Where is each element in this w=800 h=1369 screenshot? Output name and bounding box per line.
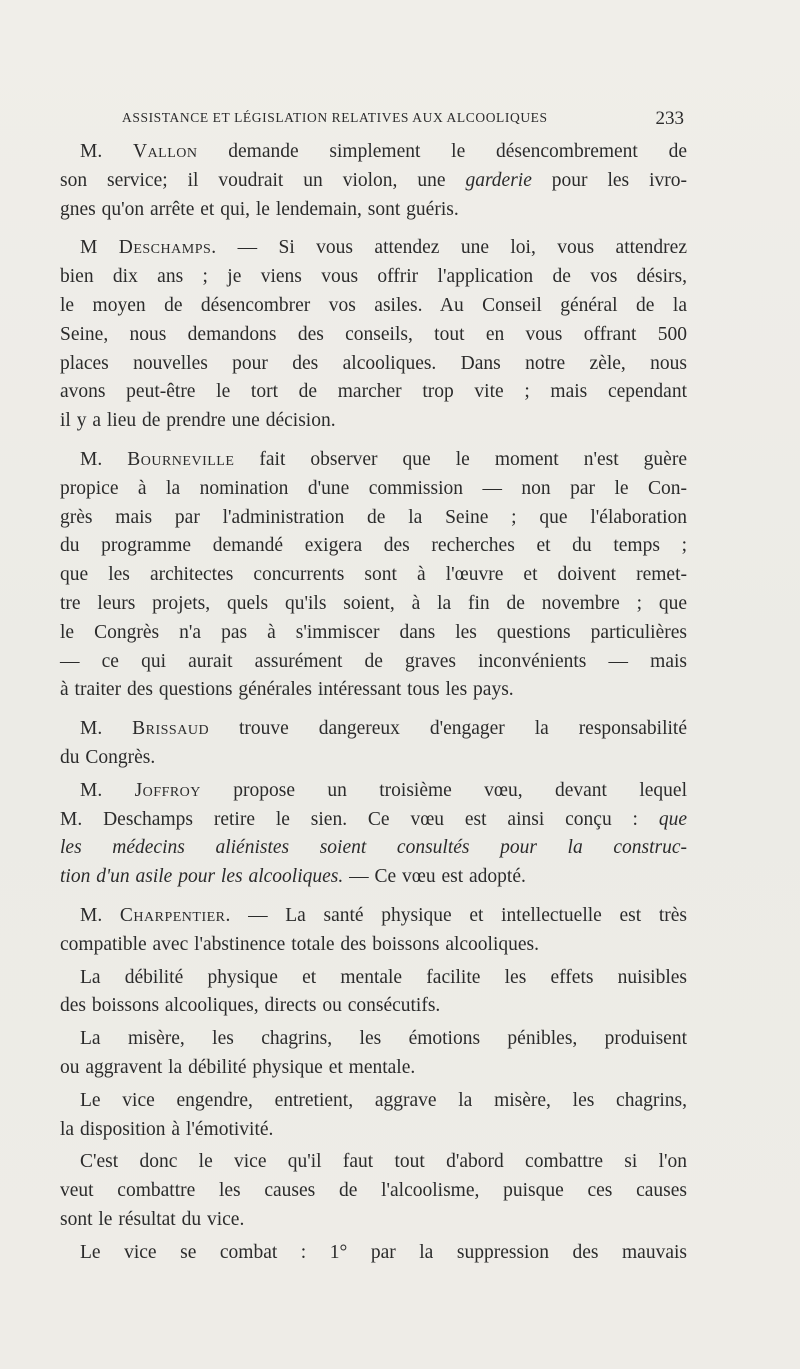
speaker-name: Bourneville (127, 448, 235, 470)
text-span: — Ce vœu est adopté. (343, 866, 526, 888)
text-span: avons peut-être le tort de marcher trop vite ; mais cependant (60, 381, 687, 403)
text-span: à traiter des questions générales intéressant tous les pays. (60, 679, 514, 701)
text-span: propose un troisième vœu, devant lequel (200, 779, 687, 801)
text-span: propice à la nomination d'une commission — non par le Con- (60, 477, 687, 499)
text-span: Le vice se combat : 1° par la suppression des mauvais (80, 1241, 687, 1263)
text-line (60, 964, 687, 993)
text-line (60, 676, 687, 705)
text-line (60, 504, 687, 533)
text-line (60, 1087, 687, 1116)
text-span: des boissons alcooliques, directs ou consécutifs. (60, 995, 441, 1017)
text-span: la disposition à l'émotivité. (60, 1118, 274, 1140)
text-line (60, 167, 687, 196)
text-span: le Congrès n'a pas à s'immiscer dans les questions particulières (60, 621, 687, 643)
paragraph-bourneville (60, 446, 687, 705)
text-span: fait observer que le moment n'est guère (234, 448, 687, 470)
text-span: il y a lieu de prendre une décision. (60, 410, 336, 432)
running-header (122, 108, 684, 130)
paragraph-suppression (60, 1239, 687, 1268)
text-line (60, 378, 687, 407)
text-span: La misère, les chagrins, les émotions pénibles, produisent (80, 1028, 687, 1050)
text-span: que les architectes concurrents sont à l'œuvre et doivent remet- (60, 564, 687, 586)
text-line (60, 590, 687, 619)
text-span: M (80, 237, 119, 259)
text-line (60, 1054, 687, 1083)
text-line (60, 263, 687, 292)
text-line (60, 532, 687, 561)
text-span: tre leurs projets, quels qu'ils soient, à la fin de novembre ; que (60, 592, 687, 614)
text-line (60, 1177, 687, 1206)
paragraph-misere (60, 1025, 687, 1083)
text-line (60, 1025, 687, 1054)
paragraph-combattre (60, 1148, 687, 1234)
running-title: ASSISTANCE ET LÉGISLATION RELATIVES AUX ALCOOLIQUES (122, 110, 548, 125)
text-line (60, 777, 687, 806)
speaker-name: Joffroy (134, 779, 201, 801)
text-span: M. (80, 448, 128, 470)
text-span: M. (80, 141, 133, 162)
text-span: M. (80, 904, 120, 926)
text-line (60, 863, 687, 892)
text-span: grès mais par l'administration de la Seine ; que l'élaboration (60, 506, 687, 528)
paragraph-brissaud (60, 715, 687, 773)
text-span: demande simplement le désencombrement de (197, 141, 688, 162)
italic-text: les médecins aliénistes soient consultés pour la construc- (60, 837, 687, 859)
text-span: son service; il voudrait un violon, une (60, 169, 466, 191)
text-line (60, 806, 687, 835)
paragraph-vallon (60, 138, 687, 224)
text-line (60, 446, 687, 475)
text-line (60, 407, 687, 436)
paragraph-deschamps (60, 234, 687, 436)
page-number: 233 (655, 108, 684, 129)
paragraph-vice (60, 1087, 687, 1145)
speaker-name: Charpentier (119, 904, 226, 926)
paragraph-charpentier (60, 902, 687, 960)
text-line (60, 715, 687, 744)
body-text (60, 138, 687, 1267)
italic-text: tion d'un asile pour les alcooliques. (60, 866, 344, 888)
paragraph-debilite (60, 964, 687, 1022)
text-line (60, 931, 687, 960)
text-line (60, 234, 687, 263)
text-span: pour les ivro- (531, 169, 687, 191)
text-span: veut combattre les causes de l'alcoolisme, puisque ces causes (60, 1180, 687, 1202)
text-line (60, 1206, 687, 1235)
text-span: trouve dangereux d'engager la responsabilité (209, 718, 687, 740)
speaker-name: Deschamps (118, 237, 212, 259)
text-span: places nouvelles pour des alcooliques. Dans notre zèle, nous (60, 352, 687, 374)
text-span: C'est donc le vice qu'il faut tout d'abord combattre si l'on (80, 1151, 687, 1173)
text-span: ou aggravent la débilité physique et mentale. (60, 1056, 416, 1078)
text-span: bien dix ans ; je viens vous offrir l'application de vos désirs, (60, 266, 687, 288)
text-span: Seine, nous demandons des conseils, tout en vous offrant 500 (60, 323, 687, 345)
text-line (60, 1239, 687, 1268)
text-line (60, 292, 687, 321)
speaker-name: Brissaud (132, 718, 210, 740)
text-line (60, 350, 687, 379)
text-span: . — La santé physique et intellectuelle est très (225, 904, 687, 926)
text-line (60, 196, 687, 225)
paragraph-joffroy (60, 777, 687, 892)
text-span: sont le résultat du vice. (60, 1208, 245, 1230)
text-line (60, 321, 687, 350)
text-span: le moyen de désencombrer vos asiles. Au Conseil général de la (60, 294, 687, 316)
text-line (60, 561, 687, 590)
text-span: M. (80, 718, 133, 740)
text-span: compatible avec l'abstinence totale des boissons alcooliques. (60, 933, 539, 955)
text-span: gnes qu'on arrête et qui, le lendemain, sont guéris. (60, 198, 459, 220)
text-span: M. Deschamps retire le sien. Ce vœu est ainsi conçu : (60, 808, 659, 830)
text-line (60, 902, 687, 931)
italic-term: garderie (465, 169, 532, 191)
text-span: du programme demandé exigera des recherches et du temps ; (60, 535, 687, 557)
text-line (60, 648, 687, 677)
italic-text: que (658, 808, 687, 830)
text-span: M. (80, 779, 135, 801)
text-line (60, 1148, 687, 1177)
text-span: La débilité physique et mentale facilite les effets nuisibles (80, 966, 687, 988)
text-span: — ce qui aurait assurément de graves inconvénients — mais (60, 650, 687, 672)
text-span: du Congrès. (60, 746, 156, 768)
text-line (60, 619, 687, 648)
text-line (60, 834, 687, 863)
text-line (60, 138, 687, 167)
text-span: Le vice engendre, entretient, aggrave la misère, les chagrins, (80, 1089, 687, 1111)
text-line (60, 992, 687, 1021)
speaker-name: Vallon (132, 141, 198, 162)
text-line (60, 744, 687, 773)
text-line (60, 475, 687, 504)
text-span: . — Si vous attendez une loi, vous attendrez (211, 237, 687, 259)
text-line (60, 1116, 687, 1145)
